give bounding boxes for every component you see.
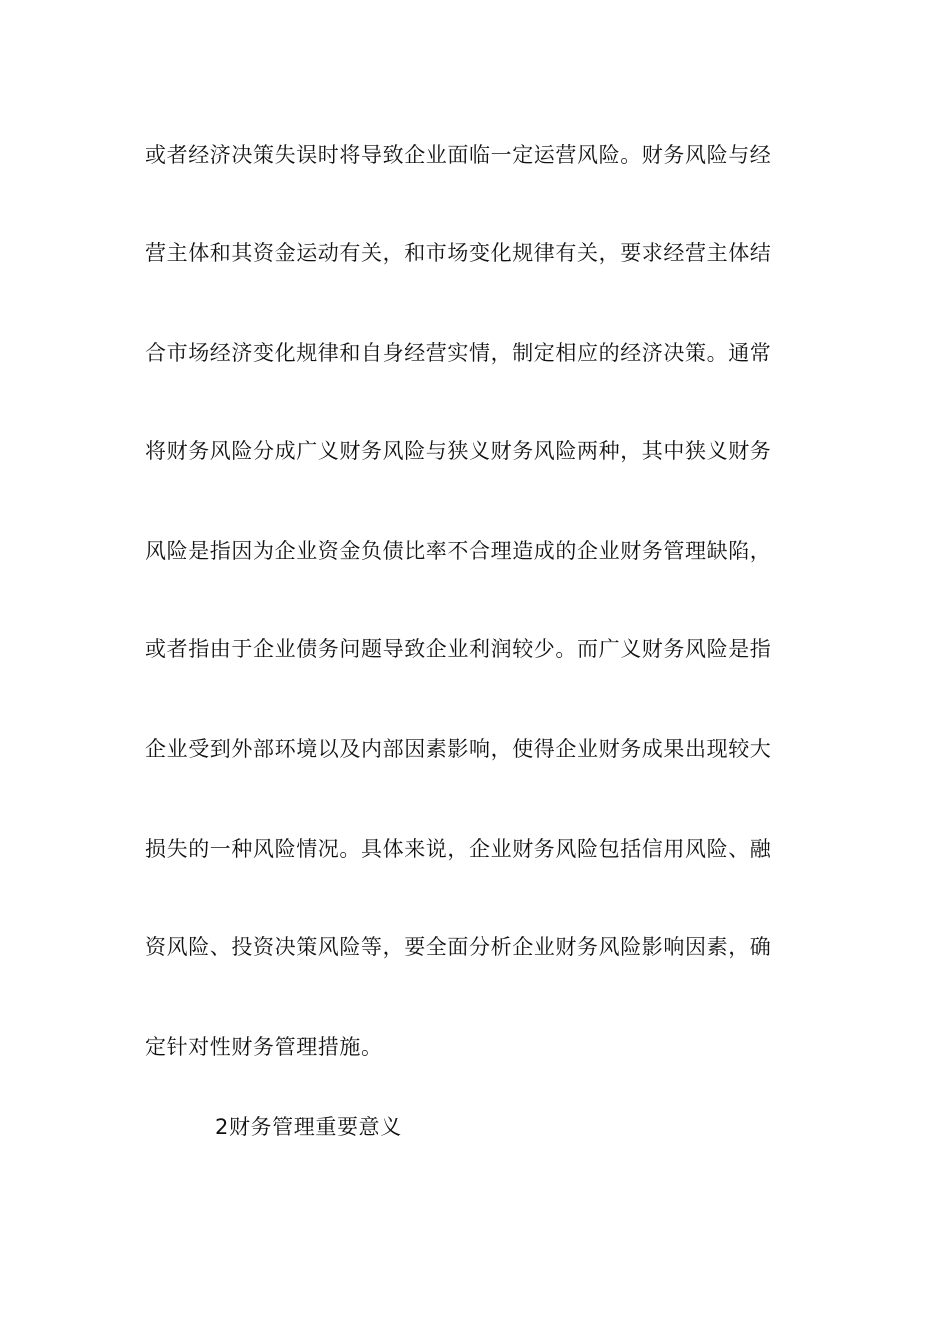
body-text-line: 或者指由于企业债务问题导致企业利润较少。而广义财务风险是指 [145,637,772,661]
body-text-line: 资风险、投资决策风险等，要全面分析企业财务风险影响因素，确 [145,935,772,959]
section-heading: 2财务管理重要意义 [215,1115,402,1139]
body-text-line: 将财务风险分成广义财务风险与狭义财务风险两种，其中狭义财务 [145,439,772,463]
body-text-line: 损失的一种风险情况。具体来说，企业财务风险包括信用风险、融 [145,837,772,861]
body-text-line: 或者经济决策失误时将导致企业面临一定运营风险。财务风险与经 [145,143,772,167]
body-text-line: 定针对性财务管理措施。 [145,1035,383,1059]
body-text-line: 企业受到外部环境以及内部因素影响，使得企业财务成果出现较大 [145,737,772,761]
body-text-line: 风险是指因为企业资金负债比率不合理造成的企业财务管理缺陷， [145,539,772,563]
body-text-line: 营主体和其资金运动有关，和市场变化规律有关，要求经营主体结 [145,241,772,265]
body-text-line: 合市场经济变化规律和自身经营实情，制定相应的经济决策。通常 [145,341,772,365]
